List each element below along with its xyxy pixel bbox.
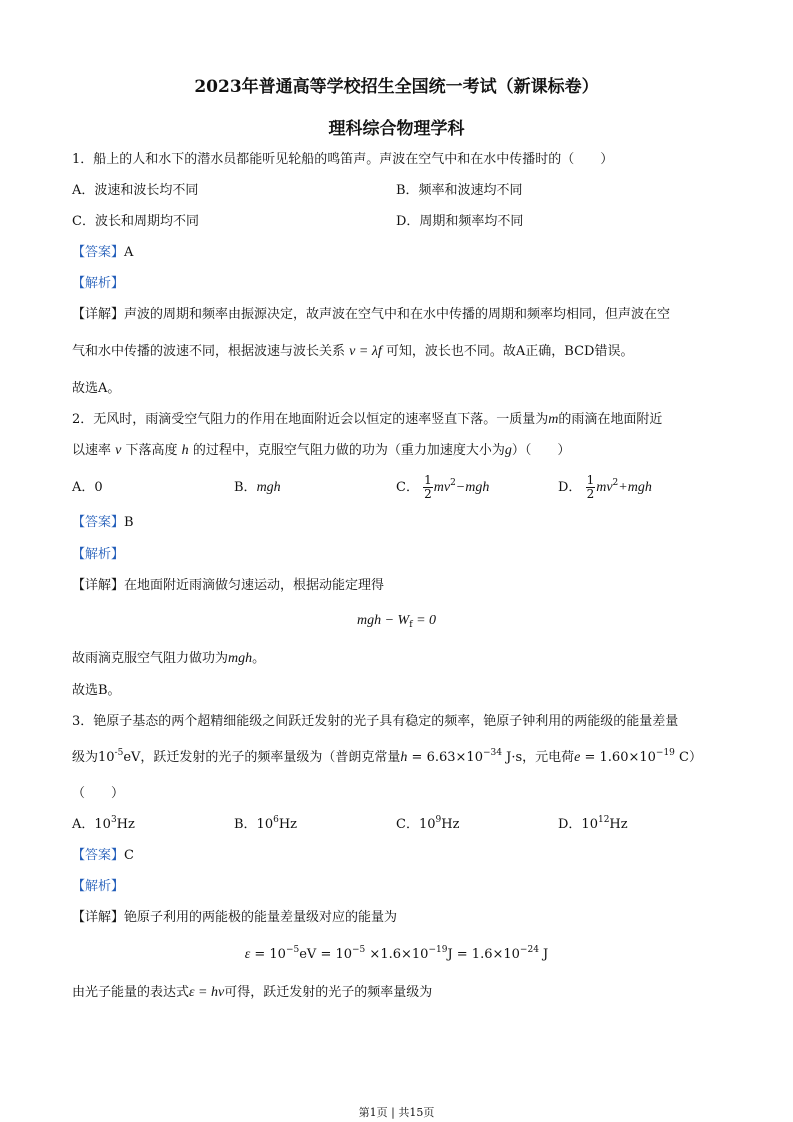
q3-stem-text-2d: ） [689, 750, 703, 765]
q2-option-d-label: D． [558, 480, 582, 495]
q2-eq-mgh: mgh [356, 613, 382, 628]
q2-stem-text-1a: 2．无风时，雨滴受空气阻力的作用在地面附近会以恒定的速率竖直下落。一质量为 [72, 412, 549, 427]
q2-option-d-math: mv [596, 480, 613, 495]
q2-eq-zero: = 0 [412, 613, 437, 628]
q2-var-h: h [181, 443, 189, 458]
q1-answer [72, 245, 133, 261]
q3-stem-line-1: 3．铯原子基态的两个超精细能级之间跃迁发射的光子具有稳定的频率，铯原子钟利用的两能级的能量差量 [72, 714, 679, 729]
q3-stem-text-2a: 级为10 [72, 750, 115, 765]
q3-charge-symbol: e [574, 750, 581, 765]
analysis-label: 【解析】 [72, 276, 125, 291]
q3-option-d-exponent: 12 [597, 815, 610, 825]
q1-option-b: B．频率和波速均不同 [396, 183, 523, 198]
q1-analysis-label [72, 276, 124, 292]
q3-option-d [558, 817, 628, 833]
q3-option-d-base: D．10 [558, 817, 598, 832]
q3-option-a-exponent: 3 [110, 815, 117, 825]
q3-detail [72, 910, 397, 926]
q2-stem-text-2c: 的过程中，克服空气阻力做的功为（重力加速度大小为 [192, 443, 505, 458]
q1-option-d: D．周期和频率均不同 [396, 214, 524, 229]
page-footer: 第1页 | 共15页 [358, 1106, 435, 1119]
q2-option-d-square: 2 [612, 478, 619, 488]
q2-option-d-tail: +mgh [618, 480, 652, 495]
q2-eq-w: − W [381, 613, 410, 628]
q2-stem-text-1b: 的雨滴在地面附近 [558, 412, 663, 427]
q3-option-a-base: A．10 [72, 817, 111, 832]
q1-stem: 1．船上的人和水下的潜水员都能听见轮船的鸣笛声。声波在空气中和在水中传播时的（ ） [72, 152, 614, 167]
q3-option-a-unit: Hz [116, 817, 135, 832]
q3-option-b-base: B．10 [234, 817, 274, 832]
q3-option-b-unit: Hz [278, 817, 298, 832]
q3-answer-value: C [124, 848, 134, 863]
q2-option-c-label: C． [396, 480, 419, 495]
q3-eq-part-5: J = 1.6×10 [447, 947, 520, 962]
page-subtitle: 理科综合物理学科 [328, 119, 465, 139]
detail-label: 【详解】 [72, 578, 125, 593]
q2-result [72, 651, 265, 667]
q3-last-text-a: 由光子能量的表达式 [72, 985, 190, 1000]
q1-conclusion: 故选A。 [72, 381, 121, 396]
q2-option-c-fraction [423, 474, 433, 501]
detail-label: 【详解】 [72, 307, 125, 322]
q3-planck-symbol: h [400, 750, 408, 765]
q1-wave-formula: v = λf [349, 344, 382, 359]
q1-detail-text-2b: 可知，波长也不同。故A正确，BCD错误。 [385, 344, 634, 359]
q3-charge-value: = 1.60×10 [580, 750, 656, 765]
q1-option-c: C．波长和周期均不同 [72, 214, 199, 229]
q1-detail-text-1: 声波的周期和频率由振源决定，故声波在空气中和在水中传播的周期和频率均相同，但声波在空 [124, 307, 671, 322]
analysis-label: 【解析】 [72, 547, 125, 562]
q2-var-m: m [548, 412, 559, 427]
q2-option-b-math: mgh [256, 480, 281, 495]
q2-option-d-fraction [586, 474, 596, 501]
q2-equation [0, 613, 793, 629]
q1-detail-line-1 [72, 307, 670, 323]
q2-stem-line-1 [72, 412, 662, 428]
q3-eq-exp-3: −19 [428, 945, 448, 955]
q3-detail-text: 铯原子利用的两能极的能量差量级对应的能量为 [124, 910, 398, 925]
q2-option-b-label: B． [234, 480, 257, 495]
q2-detail-text: 在地面附近雨滴做匀速运动，根据动能定理得 [124, 578, 385, 593]
q2-option-c [396, 470, 489, 506]
q1-answer-value: A [124, 245, 134, 260]
q3-eq-part-2: = 10 [250, 947, 286, 962]
fraction-numerator: 1 [586, 473, 595, 487]
q3-option-b-exponent: 6 [273, 815, 279, 825]
fraction-denominator: 2 [586, 487, 595, 501]
page-title: 2023年普通高等学校招生全国统一考试（新课标卷） [194, 77, 599, 97]
q2-var-v: v [115, 443, 122, 458]
q2-detail [72, 578, 384, 594]
q3-equation [0, 947, 793, 963]
q3-eq-part-6: J [538, 947, 549, 962]
q3-answer [72, 848, 134, 864]
q3-stem-line-3: （ ） [72, 786, 125, 801]
q2-option-a: A．0 [72, 480, 103, 495]
q3-charge-unit: C [674, 750, 689, 765]
q2-option-d [558, 470, 652, 506]
q2-stem-text-2d: ）（ ） [511, 443, 571, 458]
q3-stem-text-2c: ，元电荷 [522, 750, 575, 765]
q3-option-b [234, 817, 297, 833]
q2-var-g: g [504, 443, 512, 458]
q3-last-line [72, 985, 432, 1001]
q2-option-b [234, 480, 281, 496]
q2-option-c-tail: −mgh [455, 480, 490, 495]
q3-planck-unit: J·s [501, 750, 523, 765]
q3-analysis-label [72, 879, 124, 895]
q1-detail-text-2a: 气和水中传播的波速不同，根据波速与波长关系 [72, 344, 346, 359]
q3-stem-line-2 [72, 750, 702, 766]
q2-result-text: 故雨滴克服空气阻力做功为 [72, 651, 229, 666]
q2-eq-subscript: f [409, 620, 413, 630]
q3-eq-exp-1: −5 [285, 945, 300, 955]
answer-label: 【答案】 [72, 515, 125, 530]
q3-eq-exp-2: −5 [352, 945, 366, 955]
q3-eq-exp-4: −24 [519, 945, 539, 955]
q3-stem-text-2b: eV，跃迁发射的光子的频率量级为（普朗克常量 [123, 750, 401, 765]
q3-stem-exponent: -5 [114, 748, 124, 758]
fraction-denominator: 2 [424, 487, 432, 501]
q2-answer-value: B [124, 515, 134, 530]
answer-label: 【答案】 [72, 245, 125, 260]
q3-option-c [396, 817, 459, 833]
q3-option-c-unit: Hz [441, 817, 460, 832]
q2-analysis-label [72, 547, 124, 563]
q1-detail-line-2 [72, 344, 633, 360]
q3-option-d-unit: Hz [609, 817, 628, 832]
answer-label: 【答案】 [72, 848, 125, 863]
q3-photon-energy-formula: ε = hν [189, 985, 225, 1000]
detail-label: 【详解】 [72, 910, 125, 925]
q3-charge-exponent: −19 [655, 748, 675, 758]
q3-planck-value: = 6.63×10 [407, 750, 483, 765]
analysis-label: 【解析】 [72, 879, 125, 894]
q2-stem-text-2a: 以速率 [72, 443, 112, 458]
q3-option-a [72, 817, 135, 833]
q3-last-text-b: 可得，跃迁发射的光子的频率量级为 [224, 985, 433, 1000]
q3-planck-exponent: −34 [482, 748, 502, 758]
q2-stem-line-2 [72, 443, 570, 459]
q2-result-end: 。 [252, 651, 266, 666]
q3-eq-epsilon: ε [244, 947, 251, 962]
q2-option-c-math: mv [433, 480, 451, 495]
q1-option-a: A．波速和波长均不同 [72, 183, 199, 198]
q2-answer [72, 515, 134, 531]
q3-option-c-base: C．10 [396, 817, 436, 832]
fraction-numerator: 1 [424, 473, 432, 487]
q2-result-math: mgh [228, 651, 253, 666]
q3-eq-part-4: ×1.6×10 [365, 947, 429, 962]
q3-option-c-exponent: 9 [435, 815, 442, 825]
q2-stem-text-2b: 下落高度 [125, 443, 178, 458]
q2-conclusion: 故选B。 [72, 683, 121, 698]
q3-eq-part-3: eV = 10 [299, 947, 353, 962]
q2-option-c-square: 2 [450, 478, 456, 488]
